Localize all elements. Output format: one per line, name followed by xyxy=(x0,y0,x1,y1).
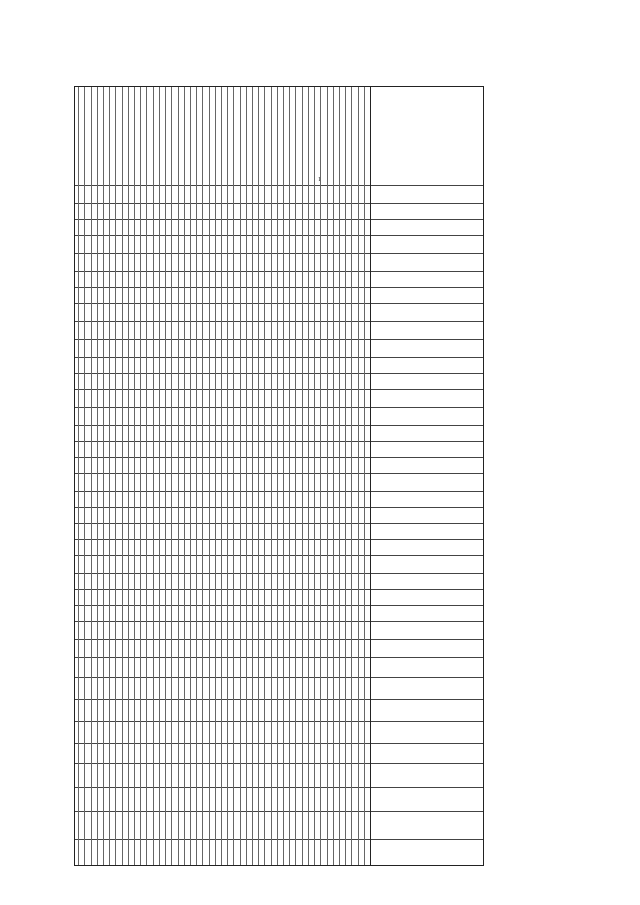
table-row-divider xyxy=(91,87,92,865)
table-row-divider xyxy=(258,87,259,865)
table-row-divider xyxy=(178,87,179,865)
table-column-divider xyxy=(75,605,483,606)
document-header xyxy=(508,386,566,866)
table-row-divider xyxy=(153,87,154,865)
table-column-divider xyxy=(75,203,483,204)
table-row-divider xyxy=(296,87,297,865)
table-column-divider xyxy=(75,339,483,340)
table-column-divider xyxy=(75,839,483,840)
table-row-divider xyxy=(339,87,340,865)
table-column-divider xyxy=(75,185,483,186)
table-row-divider xyxy=(277,87,278,865)
table-column-divider xyxy=(75,811,483,812)
table-row-divider xyxy=(364,87,365,865)
table-column-divider xyxy=(75,491,483,492)
table-row-divider xyxy=(358,87,359,865)
table-column-divider xyxy=(75,657,483,658)
table-row-divider xyxy=(128,87,129,865)
table-row-divider xyxy=(147,87,148,865)
table-row-divider xyxy=(252,87,253,865)
table-row-divider xyxy=(289,87,290,865)
table-row-divider xyxy=(227,87,228,865)
table-column-divider xyxy=(75,523,483,524)
table-column-divider xyxy=(75,787,483,788)
table-row-divider xyxy=(308,87,309,865)
table-row-divider xyxy=(314,87,315,865)
table-column-divider xyxy=(75,507,483,508)
table-row-divider xyxy=(320,87,321,865)
table-column-divider xyxy=(75,425,483,426)
table-column-divider xyxy=(75,721,483,722)
table-row-divider xyxy=(122,87,123,865)
table-row-divider xyxy=(215,87,216,865)
table-column-divider xyxy=(75,235,483,236)
table-column-divider xyxy=(75,457,483,458)
table-column-divider xyxy=(75,303,483,304)
table-column-divider xyxy=(75,389,483,390)
table-row-divider xyxy=(84,87,85,865)
table-column-divider xyxy=(75,573,483,574)
table-row-divider xyxy=(345,87,346,865)
table-row-divider xyxy=(271,87,272,865)
table-column-divider xyxy=(75,357,483,358)
table-column-divider xyxy=(75,473,483,474)
table-column-divider xyxy=(75,253,483,254)
rotated-table-sheet xyxy=(74,86,566,866)
table-column-divider xyxy=(75,407,483,408)
table-row-divider xyxy=(196,87,197,865)
table-column-divider xyxy=(75,555,483,556)
table-row-divider xyxy=(264,87,265,865)
table-row-divider xyxy=(184,87,185,865)
table-row-divider xyxy=(109,87,110,865)
table-column-divider xyxy=(75,441,483,442)
table-row-divider xyxy=(165,87,166,865)
table-row-divider xyxy=(78,87,79,865)
table-row-divider xyxy=(171,87,172,865)
table-row-divider xyxy=(351,87,352,865)
table-row-divider xyxy=(221,87,222,865)
table-column-divider xyxy=(75,621,483,622)
table-row-divider xyxy=(140,87,141,865)
table-row-divider xyxy=(190,87,191,865)
table-row-divider xyxy=(159,87,160,865)
table-row-divider xyxy=(115,87,116,865)
table-row-divider xyxy=(283,87,284,865)
table-row-divider xyxy=(103,87,104,865)
table-row-divider xyxy=(209,87,210,865)
table-row-divider xyxy=(233,87,234,865)
table-column-divider xyxy=(75,699,483,700)
table-row-divider xyxy=(246,87,247,865)
table-column-divider xyxy=(75,287,483,288)
table-header-divider xyxy=(370,87,371,865)
table-row-divider xyxy=(97,87,98,865)
table-row-divider xyxy=(202,87,203,865)
table-column-divider xyxy=(75,373,483,374)
table-column-divider xyxy=(75,219,483,220)
table-row-divider xyxy=(327,87,328,865)
table-row-divider xyxy=(240,87,241,865)
table-row-divider xyxy=(302,87,303,865)
table-column-divider xyxy=(75,763,483,764)
table-row-divider xyxy=(333,87,334,865)
table-column-divider xyxy=(75,321,483,322)
table-column-divider xyxy=(75,271,483,272)
allocation-table xyxy=(74,86,484,866)
table-column-divider xyxy=(75,639,483,640)
page-marker: 1 xyxy=(318,177,321,183)
table-column-divider xyxy=(75,539,483,540)
table-column-divider xyxy=(75,743,483,744)
table-column-divider xyxy=(75,589,483,590)
table-row-divider xyxy=(134,87,135,865)
table-column-divider xyxy=(75,677,483,678)
